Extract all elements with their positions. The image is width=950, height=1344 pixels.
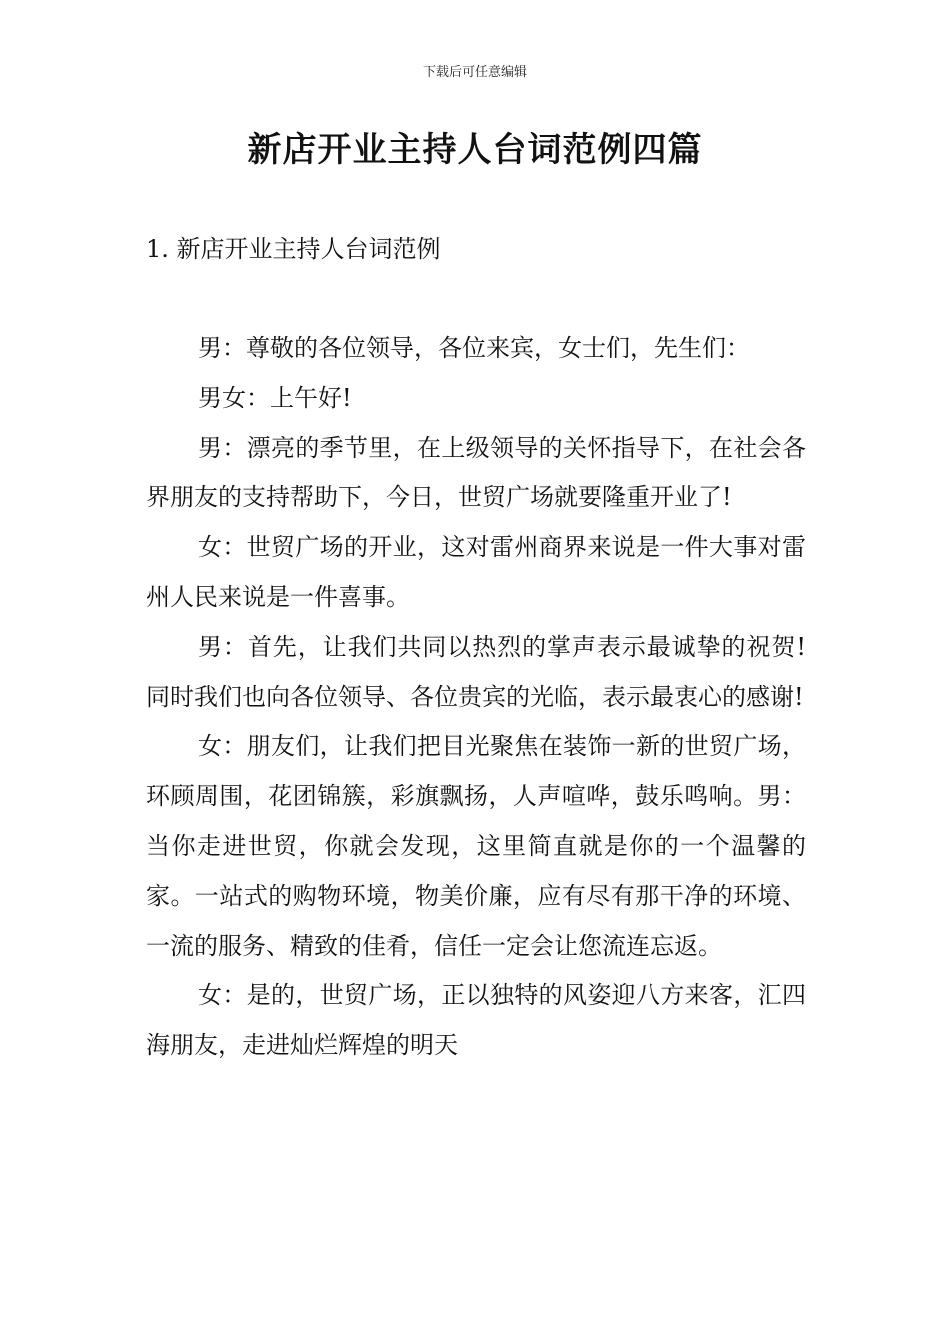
section-heading: 1. 新店开业主持人台词范例 bbox=[146, 235, 441, 263]
paragraph: 男：首先，让我们共同以热烈的掌声表示最诚挚的祝贺!同时我们也向各位领导、各位贵宾的光临，表示最衷心的感谢! bbox=[146, 632, 806, 711]
paragraph: 女：朋友们，让我们把目光聚焦在装饰一新的世贸广场，环顾周围，花团锦簇，彩旗飘扬，人声喧哗，鼓乐鸣响。男：当你走进世贸，你就会发现，这里简直就是你的一个温馨的家。一站式的购物环境，物美价廉，应有尽有那干净的环境、一流的服务、精致的佳肴，信任一定会让您流连忘返。 bbox=[146, 732, 806, 960]
paragraph: 女：世贸广场的开业，这对雷州商界来说是一件大事对雷州人民来说是一件喜事。 bbox=[146, 533, 806, 611]
paragraph: 男：漂亮的季节里，在上级领导的关怀指导下，在社会各界朋友的支持帮助下，今日，世贸广场就要隆重开业了! bbox=[146, 433, 806, 512]
document-title: 新店开业主持人台词范例四篇 bbox=[247, 130, 703, 170]
header-note: 下载后可任意编辑 bbox=[422, 65, 527, 80]
paragraph: 男：尊敬的各位领导，各位来宾，女士们，先生们： bbox=[198, 334, 750, 362]
paragraph: 女：是的，世贸广场，正以独特的风姿迎八方来客，汇四海朋友，走进灿烂辉煌的明天 bbox=[146, 981, 806, 1060]
document-body bbox=[146, 324, 806, 1071]
paragraph: 男女：上午好! bbox=[198, 383, 352, 412]
